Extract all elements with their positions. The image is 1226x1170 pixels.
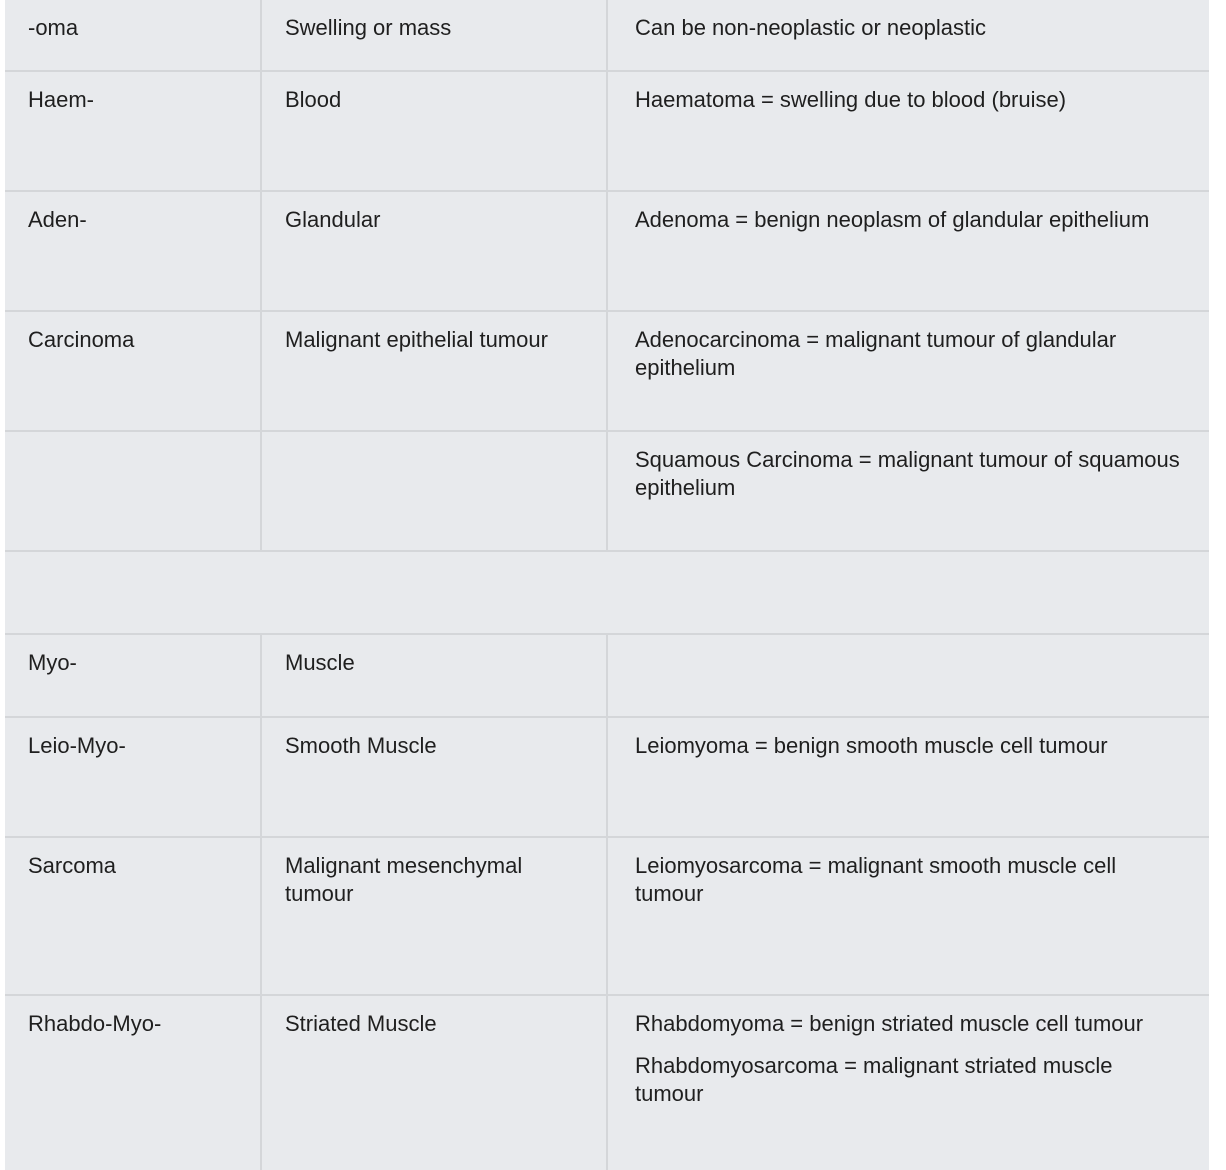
term-cell: Myo- — [5, 634, 261, 717]
table-row — [5, 0, 1209, 71]
term-cell: Haem- — [5, 71, 261, 191]
example-cell — [607, 431, 1209, 551]
term-cell — [5, 431, 261, 551]
example-cell — [607, 995, 1209, 1170]
example-cell — [607, 311, 1209, 431]
example-cell — [607, 0, 1209, 71]
meaning-cell: Blood — [261, 71, 607, 191]
term-cell: Carcinoma — [5, 311, 261, 431]
example-cell — [607, 71, 1209, 191]
meaning-cell: Muscle — [261, 634, 607, 717]
example-text: Leiomyoma = benign smooth muscle cell tumour — [635, 733, 1108, 758]
example-text: Squamous Carcinoma = malignant tumour of squamous epithelium — [635, 447, 1180, 500]
table-row — [5, 634, 1209, 717]
meaning-cell: Smooth Muscle — [261, 717, 607, 837]
table-row — [5, 431, 1209, 551]
term-cell: Sarcoma — [5, 837, 261, 995]
example-text: Can be non-neoplastic or neoplastic — [635, 15, 987, 40]
table-row — [5, 995, 1209, 1170]
table-row — [5, 837, 1209, 995]
meaning-cell — [261, 431, 607, 551]
example-cell — [607, 837, 1209, 995]
term-cell: Leio-Myo- — [5, 717, 261, 837]
table-row — [5, 71, 1209, 191]
term-cell: Aden- — [5, 191, 261, 311]
example-text: Adenocarcinoma = malignant tumour of glandular epithelium — [635, 327, 1117, 380]
term-cell: Rhabdo-Myo- — [5, 995, 261, 1170]
spacer-cell — [5, 551, 1209, 634]
spacer-row — [5, 551, 1209, 634]
example-cell — [607, 191, 1209, 311]
example-text: Adenoma = benign neoplasm of glandular epithelium — [635, 207, 1150, 232]
example-text: Haematoma = swelling due to blood (bruise) — [635, 87, 1067, 112]
meaning-cell: Malignant epithelial tumour — [261, 311, 607, 431]
document-page — [5, 0, 1209, 1170]
meaning-cell: Swelling or mass — [261, 0, 607, 71]
meaning-cell: Striated Muscle — [261, 995, 607, 1170]
meaning-cell: Glandular — [261, 191, 607, 311]
example-text: Rhabdomyoma = benign striated muscle cell tumour — [635, 1011, 1144, 1036]
example-cell — [607, 717, 1209, 837]
table-row — [5, 717, 1209, 837]
table-row — [5, 191, 1209, 311]
medical-terms-table — [5, 0, 1209, 1170]
meaning-cell: Malignant mesenchymal tumour — [261, 837, 607, 995]
table-row — [5, 311, 1209, 431]
term-cell: -oma — [5, 0, 261, 71]
example-text: Leiomyosarcoma = malignant smooth muscle cell tumour — [635, 853, 1117, 906]
example-text: Rhabdomyosarcoma = malignant striated muscle tumour — [635, 1053, 1113, 1106]
example-cell — [607, 634, 1209, 717]
